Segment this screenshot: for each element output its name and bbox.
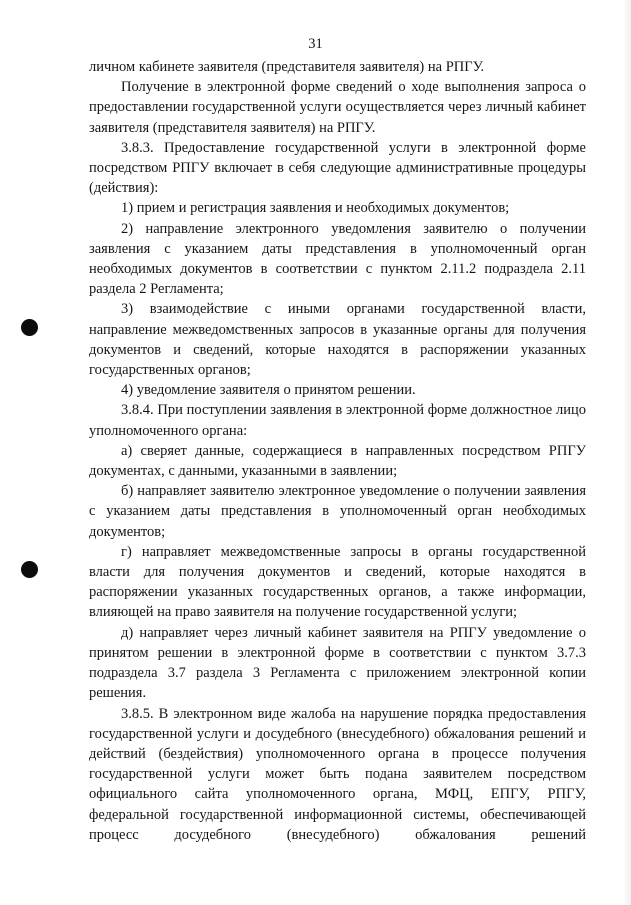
document-body: [89, 57, 586, 845]
paragraph: 3) взаимодействие с иными органами государственной власти, направление межведомственных запросов в указанные органы для получения документов и сведений, которые находятся в распоряжении указанных государственных органов;: [89, 301, 586, 379]
paragraph: а) сверяет данные, содержащиеся в направленных посредством РПГУ документах, с данными, указанными в заявлении;: [89, 442, 586, 480]
paragraph: 3.8.4. При поступлении заявления в электронной форме должностное лицо уполномоченного органа:: [89, 402, 586, 439]
paragraph: д) направляет через личный кабинет заявителя на РПГУ уведомление о принятом решении в электронной форме в соответствии с пунктом 3.7.3 подраздела 3.7 раздела 3 Регламента с приложением электронной копии решения.: [89, 624, 586, 702]
paragraph: г) направляет межведомственные запросы в органы государственной власти для получения документов и сведений, которые находятся в распоряжении указанных государственных органов, а также информации, влияющей на право заявителя на получение государственной услуги;: [89, 543, 586, 621]
punch-hole: [21, 319, 38, 336]
paragraph: 3.8.5. В электронном виде жалоба на нарушение порядка предоставления государственной услуги и досудебного (внесудебного) обжалования решений и действий (бездействия) уполномоченного органа в процессе получения государственной услуги может быть подана заявителем посредством официального сайта уполномоченного органа, МФЦ, ЕПГУ, РПГУ, федеральной государственной информационной системы, обеспечивающей процесс досудебного (внесудебного) обжалования решений: [89, 705, 586, 843]
paragraph: 4) уведомление заявителя о принятом решении.: [121, 382, 416, 399]
paragraph: б) направляет заявителю электронное уведомление о получении заявления с указанием даты представления в уполномоченный орган необходимых документов;: [89, 483, 586, 540]
paragraph: Получение в электронной форме сведений о ходе выполнения запроса о предоставлении государственной услуги осуществляется через личный кабинет заявителя (представителя заявителя) на РПГУ.: [89, 79, 586, 136]
paragraph: личном кабинете заявителя (представителя заявителя) на РПГУ.: [89, 59, 485, 75]
paragraph: 2) направление электронного уведомления заявителю о получении заявления с указанием даты представления в уполномоченный орган необходимых документов в соответствии с пунктом 2.11.2 подраздела 2.11 раздела 2 Регламента;: [89, 220, 586, 298]
paragraph: 3.8.3. Предоставление государственной услуги в электронной форме посредством РПГУ включает в себя следующие административные процедуры (действия):: [89, 139, 586, 197]
page-edge-shadow: [623, 0, 631, 905]
page-number: 31: [308, 36, 323, 52]
punch-hole: [21, 561, 38, 578]
paragraph: 1) прием и регистрация заявления и необходимых документов;: [121, 200, 510, 217]
